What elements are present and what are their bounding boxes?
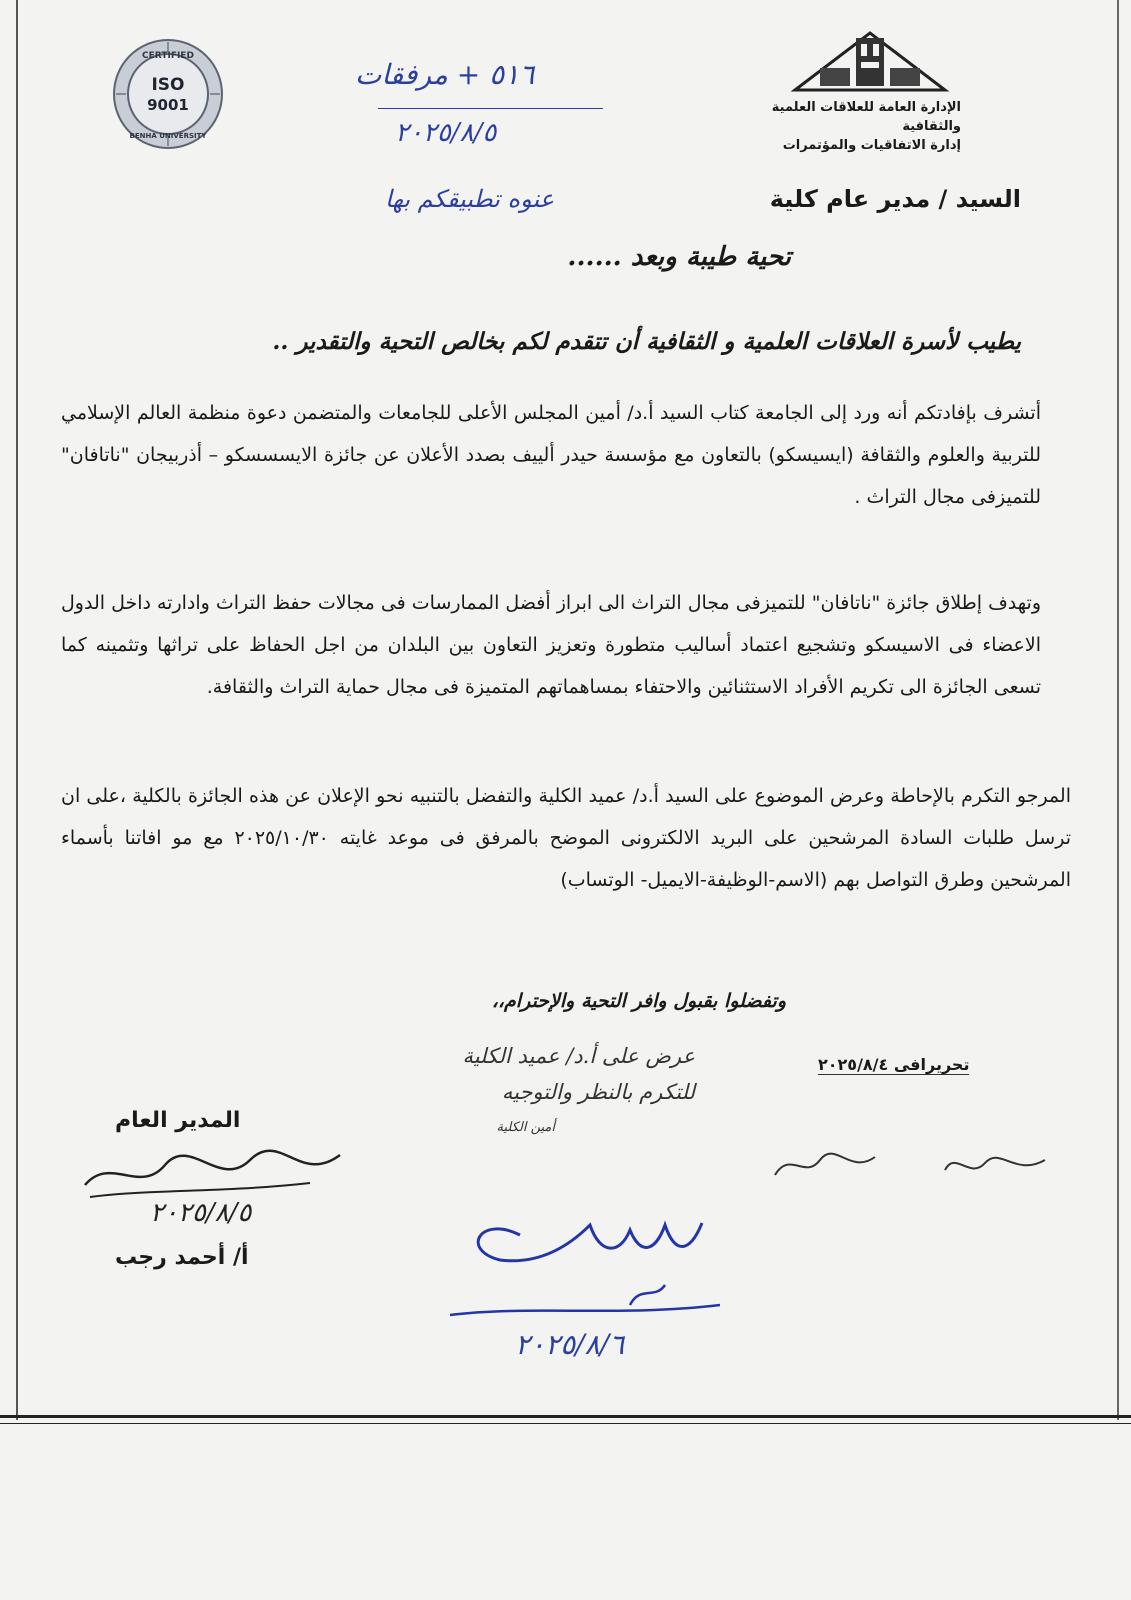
body-paragraph-3: المرجو التكرم بالإحاطة وعرض الموضوع على السيد أ.د/ عميد الكلية والتفضل بالتنبيه نحو الإعلان عن هذه الجائزة بالكلية ،على ان ترسل طلبات السادة المرشحين على البريد الالكترونى الموضح بالمرفق فى موعد غايته ٢٠٢٥/١٠/٣٠ مع مو افاتنا بأسماء المرشحين وطرق التواصل بهم (الاسم-الوظيفة-الايميل- الوتساب) bbox=[61, 785, 1071, 891]
issue-date: تحريرافى ٢٠٢٥/٨/٤ bbox=[818, 1055, 970, 1074]
initials-signature-1 bbox=[770, 1145, 880, 1185]
department-header bbox=[731, 98, 961, 155]
closing-line: وتفضلوا بقبول وافر التحية والإحترام،، bbox=[491, 990, 786, 1012]
bottom-rule bbox=[0, 1415, 1131, 1418]
iso-university-text: BENHA UNIVERSITY bbox=[129, 132, 207, 140]
greeting: تحية طيبة وبعد ...... bbox=[567, 242, 791, 272]
general-manager-date: ٢٠٢٥/٨/٥ bbox=[150, 1198, 252, 1228]
university-logo bbox=[790, 28, 950, 98]
iso-seal-logo bbox=[112, 38, 224, 150]
referral-line-1: عرض على أ.د/ عميد الكلية bbox=[462, 1044, 695, 1068]
addressee: السيد / مدير عام كلية bbox=[769, 185, 1021, 213]
handwritten-ref-date: ٢٠٢٥/٨/٥ bbox=[395, 118, 497, 148]
bottom-rule-thin bbox=[0, 1423, 1131, 1424]
handwritten-ref-number: ٥١٦ + مرفقات bbox=[355, 58, 535, 91]
blue-signature-date: ٢٠٢٥/٨/٦ bbox=[515, 1328, 625, 1361]
dept-line-1: الإدارة العامة للعلاقات العلمية والثقافية bbox=[771, 100, 961, 134]
left-border bbox=[16, 0, 18, 1420]
body-paragraph-2: وتهدف إطلاق جائزة "ناتافان" للتميزفى مجال التراث الى ابراز أفضل الممارسات فى مجالات حفظ التراث وادارته داخل الدول الاعضاء فى الاسيسكو وتشجيع اعتماد أساليب متطورة وتعزيز التعاون بين البلدان من اجل الحفاظ على تراثها وتثمينه كما تسعى الجائزة الى تكريم الأفراد الاستثنائين والاحتفاء بمساهماتهم المتميزة فى مجال حماية التراث والثقافة. bbox=[61, 592, 1041, 698]
dept-line-2: إدارة الاتفاقيات والمؤتمرات bbox=[782, 138, 961, 153]
body-paragraph-1: أتشرف بإفادتكم أنه ورد إلى الجامعة كتاب السيد أ.د/ أمين المجلس الأعلى للجامعات والمتضمن دعوة منظمة العالم الإسلامي للتربية والعلوم والثقافة (ايسيسكو) بالتعاون مع مؤسسة حيدر ألييف بصدد الأعلان عن جائزة الايسسسكو – أذربيجان "ناتافان" للتميزفى مجال التراث . bbox=[61, 402, 1041, 508]
intro-line: يطيب لأسرة العلاقات العلمية و الثقافية أن تتقدم لكم بخالص التحية والتقدير .. bbox=[272, 328, 1021, 355]
blue-signature bbox=[440, 1205, 740, 1345]
general-manager-title: المدير العام bbox=[115, 1108, 241, 1133]
general-manager-signature bbox=[70, 1145, 360, 1205]
referral-line-2: للتكرم بالنظر والتوجيه bbox=[501, 1080, 695, 1104]
handwritten-referral-note bbox=[395, 1038, 695, 1146]
iso-label: ISO bbox=[151, 75, 185, 95]
general-manager-name: أ/ أحمد رجب bbox=[115, 1245, 249, 1270]
iso-number: 9001 bbox=[147, 96, 189, 114]
ref-underline bbox=[378, 108, 603, 109]
handwritten-addressee-note: عنوه تطبيقكم بها bbox=[385, 185, 555, 213]
initials-signature-2 bbox=[940, 1145, 1050, 1185]
right-border bbox=[1117, 0, 1119, 1420]
referral-line-3: أمين الكلية bbox=[496, 1120, 555, 1135]
iso-certified-text: CERTIFIED bbox=[142, 51, 194, 61]
